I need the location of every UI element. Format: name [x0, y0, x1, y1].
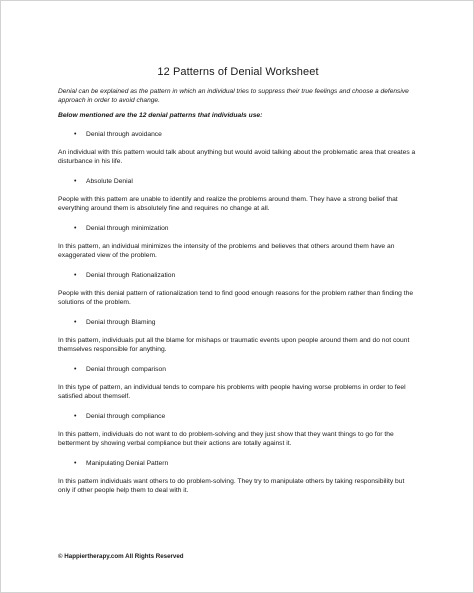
bullet-icon: • — [74, 319, 77, 326]
pattern-bullet — [58, 460, 418, 467]
bullet-icon: • — [74, 178, 77, 185]
pattern-item — [58, 413, 418, 448]
pattern-item — [58, 319, 418, 354]
pattern-description: An individual with this pattern would talk about anything but would avoid talking about the problematic area that creates a disturbance in his life. — [58, 149, 416, 165]
pattern-bullet — [58, 225, 418, 232]
pattern-name: Denial through Blaming — [86, 319, 156, 326]
pattern-description: In this pattern, individuals put all the blame for mishaps or traumatic events upon people around them and do not count themselves responsible for anything. — [58, 337, 410, 353]
pattern-description: In this type of pattern, an individual tends to compare his problems with people having worse problems in order to feel satisfied about themself. — [58, 384, 406, 400]
pattern-bullet — [58, 131, 418, 138]
page-title: 12 Patterns of Denial Worksheet — [157, 66, 319, 78]
pattern-bullet — [58, 366, 418, 373]
pattern-bullet — [58, 272, 418, 279]
bullet-icon: • — [74, 413, 77, 420]
pattern-description: In this pattern, individuals do not want to do problem-solving and they just show that they want things to go for the betterment by showing verbal compliance but their actions are totally against it. — [58, 431, 394, 447]
pattern-name: Absolute Denial — [86, 178, 133, 185]
pattern-name: Denial through compliance — [86, 413, 166, 420]
bullet-icon: • — [74, 225, 77, 232]
pattern-bullet — [58, 178, 418, 185]
pattern-description: In this pattern individuals want others to do problem-solving. They try to manipulate others by taking responsibility but only if other people help them to deal with it. — [58, 478, 405, 494]
pattern-name: Denial through minimization — [86, 225, 169, 232]
bullet-icon: • — [74, 131, 77, 138]
pattern-name: Denial through Rationalization — [86, 272, 176, 279]
bullet-icon: • — [74, 460, 77, 467]
patterns-subheading: Below mentioned are the 12 denial patterns that individuals use: — [58, 112, 263, 119]
pattern-item — [58, 225, 418, 260]
pattern-bullet — [58, 319, 418, 326]
pattern-description: People with this pattern are unable to identify and realize the problems around them. They have a strong belief that everything around them is absolutely fine and requires no change at all. — [58, 196, 398, 212]
pattern-item — [58, 366, 418, 401]
pattern-item — [58, 178, 418, 213]
pattern-name: Manipulating Denial Pattern — [86, 460, 169, 467]
pattern-item — [58, 272, 418, 307]
pattern-name: Denial through avoidance — [86, 131, 162, 138]
bullet-icon: • — [74, 366, 77, 373]
pattern-bullet — [58, 413, 418, 420]
pattern-description: In this pattern, an individual minimizes the intensity of the problems and believes that others around them have an exaggerated view of the problem. — [58, 243, 395, 259]
pattern-description: People with this denial pattern of rationalization tend to find good enough reasons for the problem rather than finding the solutions of the problem. — [58, 290, 414, 306]
pattern-name: Denial through comparison — [86, 366, 166, 373]
copyright-footer: © Happiertherapy.com All Rights Reserved — [58, 553, 184, 560]
bullet-icon: • — [74, 272, 77, 279]
pattern-item — [58, 131, 418, 166]
worksheet-content — [58, 66, 418, 507]
pattern-item — [58, 460, 418, 495]
intro-text: Denial can be explained as the pattern in which an individual tries to suppress their true feelings and choose a defensive approach in order to avoid change. — [58, 88, 409, 104]
